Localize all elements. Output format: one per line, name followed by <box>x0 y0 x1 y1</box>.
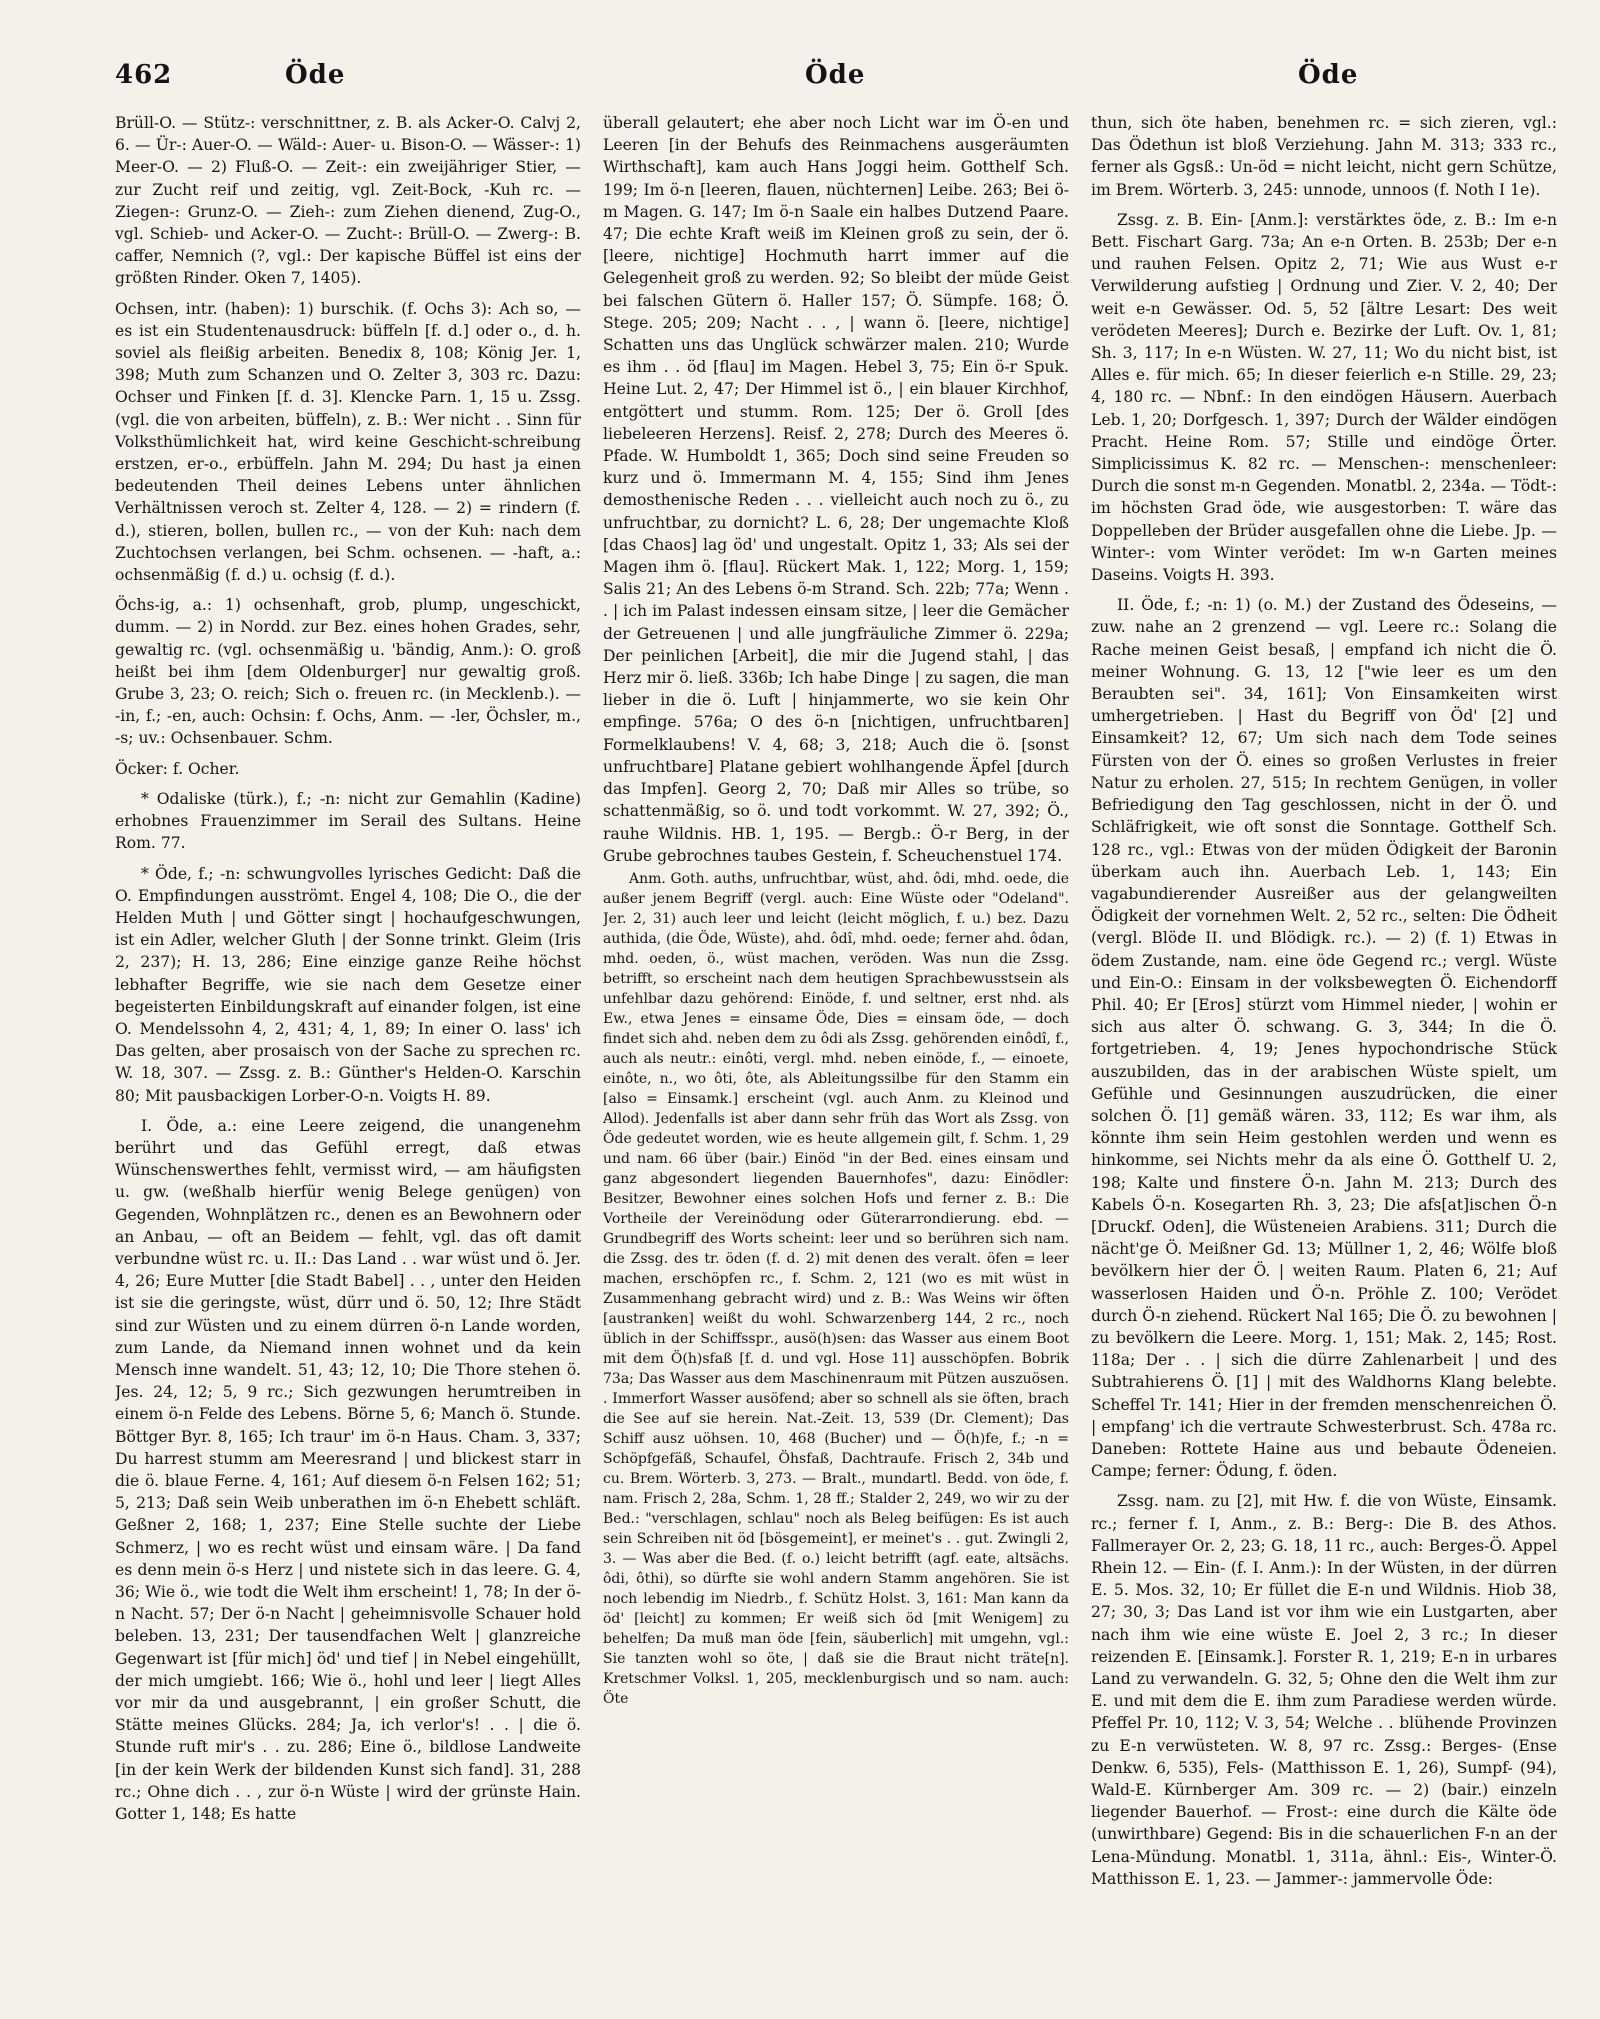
annotation-paragraph: Anm. Goth. auths, unfruchtbar, wüst, ahd. ôdi, mhd. oede, die außer jenem Begriff (vergl. auch: Eine Wüste oder "Odeland". Jer. 2, 31) auch leer und leicht (leicht möglich, f. u.) bez. Dazu authida, (die Öde, Wüste), ahd. ôdî, mhd. oede; ferner ahd. ôdan, mhd. oeden, ö., wüst machen, veröden. Was nun die Zssg. betrifft, so erscheint nach dem heutigen Sprachbewusstsein als unfehlbar dazu gehörend: Einöde, f. und seltner, erst nhd. als Ew., etwa Jenes = einsame Öde, Dies = einsam öde, — doch findet sich ahd. neben dem zu ôdi als Zssg. gehörenden einôdî, f., auch als neutr.: einôti, vergl. mhd. neben einöde, f., — einoete, einôte, n., wo ôti, ôte, als Ableitungssilbe für den Stamm ein [also = Einsamk.] erscheint (vgl. auch Anm. zu Kleinod und Allod). Jedenfalls ist aber dann sehr früh das Wort als Zssg. von Öde gedeutet worden, wie es heute allgemein gilt, f. Schm. 1, 29 und nam. 66 über (bair.) Einöd "in der Bed. eines einsam und ganz abgesondert liegenden Bauernhofes", dazu: Einödler: Besitzer, Bewohner eines solchen Hofs und ferner z. B.: Die Vortheile der Vereinödung oder Güterarrondierung. ebd. — Grundbegriff des Worts scheint: leer und so berühren sich nam. die Zssg. des tr. öden (f. d. 2) mit denen des veralt. öfen = leer machen, erschöpfen rc., f. Schm. 2, 121 (wo es mit wüst in Zusammenhang gebracht wird) und z. B.: Was Weins wir öften [austranken] weißt du wohl. Schwarzenberg 144, 2 rc., noch üblich in der Schiffsspr., ausö(h)sen: das Wasser aus einem Boot mit dem Ö(h)sfaß [f. d. und vgl. Hose 11] ausschöpfen. Bobrik 73a; Das Wasser aus dem Maschinenraum mit Pützen auszuösen. . Immerfort Wasser ausöfend; aber so schnell als sie öften, brach die See auf sie herein. Nat.-Zeit. 13, 539 (Dr. Clement); Das Schiff ausz uöhsen. 10, 468 (Bucher) und — Ö(h)fe, f.; -n = Schöpfgefäß, Schaufel, Öhsfaß, Dachtraufe. Frisch 2, 34b und cu. Brem. Wörterb. 3, 273. — Bralt., mundartl. Bedd. von öde, f. nam. Frisch 2, 28a, Schm. 1, 28 ff.; Stalder 2, 249, wo wir zu der Bed.: "verschlagen, schlau" noch als Beleg beifügen: Es ist auch sein Schreiben nit öd [bösgemeint], er meinet's . . gut. Zwingli 2, 3. — Was aber die Bed. (f. o.) leicht betrifft (agf. eate, altsächs. ôdi, ôthi), so dürfte sie wohl andern Stamm angehören. Sie ist noch lebendig im Niedrb., f. Schütz Holst. 3, 161: Man kann da öd' [leicht] zu kommen; Er weiß sich öd [mit Wenigem] zu behelfen; Da muß man öde [fein, säuberlich] mit umgehn, vgl.: Sie tanzten wohl so öte, | daß sie die Braut nicht träte[n]. Kretschmer Volksl. 1, 205, mecklenburgisch und so nam. auch: Öte <box>603 870 1069 1707</box>
column-right <box>1091 112 1557 1992</box>
entry-paragraph: * Öde, f.; -n: schwungvolles lyrisches Gedicht: Daß die O. Empfindungen ausströmt. Engel 4, 108; Die O., die der Helden Muth | und Götter singt | hochaufgeschwungen, ist ein Adler, welcher Gluth | der Sonne trinkt. Gleim (Iris 2, 237); H. 13, 286; Eine einzige ganze Reihe höchst lebhafter Begriffe, wie sie nach dem Gesetze einer begeisterten Einbildungskraft auf einander folgen, ist eine O. Mendelssohn 4, 2, 431; 4, 1, 89; In einer O. lass' ich Das gelten, aber prosaisch von der Sache zu sprechen rc. W. 18, 307. — Zssg. z. B.: Günther's Helden-O. Karschin 80; Mit pausbackigen Lorber-O-n. Voigts H. 89. <box>115 864 581 1105</box>
entry-paragraph: Zssg. nam. zu [2], mit Hw. f. die von Wüste, Einsamk. rc.; ferner f. I, Anm., z. B.: Berg-: Die B. des Athos. Fallmerayer Or. 2, 23; G. 18, 11 rc., auch: Berges-Ö. Appel Rhein 12. — Ein- (f. I. Anm.): In der Wüsten, in der dürren E. 5. Mos. 32, 10; Er füllet die E-n und Wildnis. Hiob 38, 27; 30, 3; Das Land ist vor ihm wie ein Lustgarten, aber nach ihm wie eine wüste E. Joel 2, 3 rc.; In dieser reizenden E. [Einsamk.]. Forster R. 1, 219; E-n in urbares Land zu verwandeln. G. 32, 5; Ohne den die Welt ihm zur E. und mit dem die E. ihm zum Paradiese werden würde. Pfeffel Pr. 10, 112; V. 3, 54; Welche . . blühende Provinzen zu E-n verwüsteten. W. 8, 97 rc. Zssg.: Berges- (Ense Denkw. 6, 535), Fels- (Matthisson E. 1, 26), Sumpf- (94), Wald-E. Kürnberger Am. 309 rc. — 2) (bair.) einzeln liegender Bauerhof. — Frost-: eine durch die Kälte öde (unwirthbare) Gegend: Bis in die schauerlichen F-n an der Lena-Mündung. Monatbl. 1, 311a, ähnl.: Eis-, Winter-Ö. Matthisson E. 1, 23. — Jammer-: jammervolle Öde: <box>1091 1492 1557 1888</box>
entry-paragraph: Ochsen, intr. (haben): 1) burschik. (f. Ochs 3): Ach so, — es ist ein Studentenausdruck: büffeln [f. d.] oder o., d. h. soviel als fleißig arbeiten. Benedix 8, 108; König Jer. 1, 398; Muth zum Schanzen und O. Zelter 3, 303 rc. Dazu: Ochser und Finken [f. d. 3]. Klencke Parn. 1, 15 u. Zssg. (vgl. die von arbeiten, büffeln), z. B.: Wer nicht . . Sinn für Volksthümlichkeit hat, wird keine Geschicht-schreibung erstzen, er-o., erbüffeln. Jahn M. 294; Du hast ja einen bedeutenden Theil deines Lebens unter ähnlichen Verhältnissen veroch st. Zelter 4, 128. — 2) = rindern (f. d.), stieren, bollen, bullen rc., — von der Kuh: nach dem Zuchtochsen verlangen, bei Schm. ochsenen. — -haft, a.: ochsenmäßig (f. d.) u. ochsig (f. d.). <box>115 299 581 585</box>
entry-paragraph: Brüll-O. — Stütz-: verschnittner, z. B. als Acker-O. Calvj 2, 6. — Ür-: Auer-O. — Wäld-: Auer- u. Bison-O. — Wässer-: 1) Meer-O. — 2) Fluß-O. — Zeit-: ein zweijähriger Stier, — zur Zucht reif und zeitig, vgl. Zeit-Bock, -Kuh rc. — Ziegen-: Grunz-O. — Zieh-: zum Ziehen dienend, Zug-O., vgl. Schieb- und Acker-O. — Zucht-: Brüll-O. — Zwerg-: B. caffer, Nemnich (?, vgl.: Der kapische Büffel ist eins der größten Rinder. Oken 7, 1405). <box>115 114 581 288</box>
page-number: 462 <box>115 60 173 90</box>
column-middle <box>603 112 1069 1992</box>
column-left <box>115 112 581 1992</box>
running-head-center: Öde <box>805 60 866 90</box>
running-head-right: Öde <box>1298 60 1359 90</box>
running-head-left: Öde <box>285 60 346 90</box>
entry-paragraph: Öchs-ig, a.: 1) ochsenhaft, grob, plump, ungeschickt, dumm. — 2) in Nordd. zur Bez. eines hohen Grades, sehr, gewaltig rc. (vgl. ochsenmäßig u. 'bändig, Anm.): O. groß heißt bei ihm [dem Oldenburger] nur gewaltig groß. Grube 3, 23; O. reich; Sich o. freuen rc. (in Mecklenb.). — -in, f.; -en, auch: Ochsin: f. Ochs, Anm. — -ler, Öchsler, m., -s; uv.: Ochsenbauer. Schm. <box>115 596 581 748</box>
entry-paragraph: I. Öde, a.: eine Leere zeigend, die unangenehm berührt und das Gefühl erregt, daß etwas Wünschenswerthes fehlt, vermisst wird, — am häufigsten u. gw. (weßhalb hierfür wenig Belege genügen) von Gegenden, Wohnplätzen rc., denen es an Bewohnern oder an Anbau, — oft an Beidem — fehlt, vgl. das oft damit verbundne wüst rc. u. II.: Das Land . . war wüst und ö. Jer. 4, 26; Eure Mutter [die Stadt Babel] . . , unter den Heiden ist sie die geringste, wüst, dürr und ö. 50, 12; Ihre Städt sind zur Wüsten und zu einem dürren ö-n Lande worden, zum Lande, da Niemand innen wohnet und da kein Mensch inne wandelt. 51, 43; 12, 10; Die Thore stehen ö. Jes. 24, 12; 5, 9 rc.; Sich gezwungen herumtreiben in einem ö-n Felde des Lebens. Börne 5, 6; Manch ö. Stunde. Böttger Byr. 8, 165; Ich traur' im ö-n Haus. Cham. 3, 337; Du harrest stumm am Meeresrand | und blickest starr in die ö. blaue Ferne. 4, 161; Auf diesem ö-n Felsen 162; 51; 5, 213; Daß sein Weib unberathen im ö-n Ehebett schläft. Geßner 2, 168; 1, 237; Eine Stelle suchte der Liebe Schmerz, | wo es recht wüst und einsam wäre. | Da fand es denn mein ö-s Herz | und nistete sich in das leere. G. 4, 36; Wie ö., wie todt die Welt ihm erscheint! 1, 78; In der ö-n Nacht. 57; Der ö-n Nacht | geheimnisvolle Schauer hold beleben. 13, 231; Der tausendfachen Welt | glanzreiche Gegenwart ist [für mich] öd' und tief | in Nebel eingehüllt, der mich umgiebt. 166; Wie ö., hohl und leer | liegt Alles vor mir da und ausgebrannt, | ein großer Schutt, die Stätte meines Glücks. 284; Ja, ich verlor's! . . | die ö. Stunde ruft mir's . . zu. 286; Eine ö., bildlose Landweite [in der kein Werk der bildenden Kunst sich fand]. 31, 288 rc.; Ohne dich . . , zur ö-n Wüste | wird der grünste Hain. Gotter 1, 148; Es hatte <box>115 1116 581 1824</box>
entry-paragraph: * Odaliske (türk.), f.; -n: nicht zur Gemahlin (Kadine) erhobnes Frauenzimmer im Serail des Sultans. Heine Rom. 77. <box>115 789 581 853</box>
entry-paragraph: Zssg. z. B. Ein- [Anm.]: verstärktes öde, z. B.: Im e-n Bett. Fischart Garg. 73a; An e-n Orten. B. 253b; Der e-n und rauhen Felsen. Opitz 2, 71; Wie aus Wust e-r Verwilderung aufstieg | Ordnung und Zier. V. 2, 40; Der weit e-n Gewässer. Od. 5, 52 [ältre Lesart: Des weit verödeten Meeres]; Durch e. Bezirke der Luft. Ov. 1, 81; Sh. 3, 117; In e-n Wüsten. W. 27, 11; Wo du nicht bist, ist Alles e. für mich. 65; In dieser feierlich e-n Stille. 29, 23; 4, 180 rc. — Nbnf.: In den eindögen Häusern. Auerbach Leb. 1, 20; Dorfgesch. 1, 397; Durch der Wälder eindögen Pracht. Heine Rom. 57; Stille und eindöge Örter. Simplicissimus K. 82 rc. — Menschen-: menschenleer: Durch die sonst m-n Gegenden. Monatbl. 2, 234a. — Tödt-: im höchsten Grad öde, wie ausgestorben: T. wäre das Doppelleben der Brüder ausgefallen ohne die Liebe. Jp. — Winter-: vom Winter verödet: Im w-n Garten meines Daseins. Voigts H. 393. <box>1091 210 1557 585</box>
entry-paragraph: II. Öde, f.; -n: 1) (o. M.) der Zustand des Ödeseins, — zuw. nahe an 2 grenzend — vgl. Leere rc.: Solang die Rache meinen Geist besaß, | empfand ich nicht die Ö. meiner Wohnung. G. 13, 12 ["wie leer es um den Beraubten sei". 34, 161]; Von Einsamkeiten wirst umhergetrieben. | Hast du Begriff von Öd' [2] und Einsamkeit? 12, 67; Um sich nach dem Tode seines Fürsten von der Ö. eines so großen Verlustes in freier Natur zu erholen. 27, 515; In rechtem Genügen, in voller Befriedigung den Tag geschlossen, nicht in der Ö. und Schläfrigkeit, wie oft sonst die Sonntage. Gotthelf Sch. 128 rc., vgl.: Etwas von der müden Ödigkeit der Baronin überkam auch ihn. Auerbach Leb. 1, 143; Ein vagabundierender Ausreißer aus der gelangweilten Ödigkeit der vornehmen Welt. 2, 52 rc., selten: Die Ödheit (vergl. Blöde II. und Blödigk. rc.). — 2) (f. 1) Etwas in ödem Zustande, nam. eine öde Gegend rc.; vergl. Wüste und Ein-O.: Einsam in der volksbewegten Ö. Eichendorff Phil. 40; Er [Eros] stürzt vom Himmel nieder, | wohin er sich aus alter Ö. schwang. G. 3, 344; In die Ö. fortgetrieben. 4, 19; Jenes hypochondrische Stück auszubilden, das in der arabischen Wüste spielt, um Gefühle und Gesinnungen auszudrücken, die einer solchen Ö. [1] gemäß wären. 33, 112; Es war ihm, als könnte ihm sein Heim gestohlen werden und wenn es hinkomme, sei Nichts mehr da als eine Ö. Gotthelf U. 2, 198; Kalte und finstere Ö-n. Jahn M. 213; Durch des Kabels Ö-n. Kosegarten Rh. 3, 23; Die afs[at]ischen Ö-n [Druckf. Oden], die Wüsteneien Arabiens. 311; Durch die nächt'ge Ö. Meißner Gd. 13; Müllner 1, 2, 46; Wölfe bloß bevölkern hier der Ö. | weiten Raum. Platen 6, 21; Auf wasserlosen Haiden und Ö-n. Pröhle Z. 100; Verödet durch Ö-n ziehend. Rückert Nal 165; Die Ö. zu bewohnen | zu bevölkern die Leere. Morg. 1, 151; Mak. 2, 145; Rost. 118a; Der . . | sich die dürre Zahlenarbeit | und des Subtrahierens Ö. [1] | mit des Waldhorns Klang belebte. Scheffel Tr. 141; Hier in der fremden menschenreichen Ö. | empfang' ich die vertraute Schwesterbrust. Sch. 478a rc. Daneben: Rottete Haine aus und bebaute Ödeneien. Campe; ferner: Ödung, f. öden. <box>1091 596 1557 1481</box>
entry-paragraph: thun, sich öte haben, benehmen rc. = sich zieren, vgl.: Das Ödethun ist bloß Verziehung. Jahn M. 313; 333 rc., ferner als Ggsß.: Un-öd = nicht leicht, nicht gern Schütze, im Brem. Wörterb. 3, 245: unnode, unnoos (f. Noth I 1e). <box>1091 114 1557 199</box>
entry-paragraph: überall gelautert; ehe aber noch Licht war im Ö-en und Leeren [in der Behufs des Reinmachens ausgeräumten Wirthschaft], kam auch Hans Joggi heim. Gotthelf Sch. 199; Im ö-n [leeren, flauen, nüchternen] Leibe. 263; Bei ö-m Magen. G. 147; Im ö-n Saale ein halbes Dutzend Paare. 47; Die echte Kraft weiß im Kleinen groß zu sein, der ö. [leere, nichtige] Hochmuth harrt immer auf die Gelegenheit groß zu werden. 92; So bleibt der müde Geist bei falschen Gütern ö. Haller 157; Ö. Sümpfe. 168; Ö. Stege. 205; 209; Nacht . . , | wann ö. [leere, nichtige] Schatten uns das Unglück schwärzer malen. 210; Wurde es ihm . . öd [flau] im Magen. Hebel 3, 75; Ein ö-r Spuk. Heine Lut. 2, 47; Der Himmel ist ö., | ein blauer Kirchhof, entgöttert und stumm. Rom. 125; Der ö. Groll [des liebeleeren Herzens]. Reisf. 2, 278; Durch des Meeres ö. Pfade. W. Humboldt 1, 365; Doch sind seine Freuden so kurz und ö. Immermann M. 4, 155; Sind ihm Jenes demosthenische Reden . . . vielleicht auch noch zu ö., zu unfruchtbar, zu dornicht? L. 6, 28; Der ungemachte Kloß [das Chaos] lag öd' und ungestalt. Opitz 1, 33; Als sei der Magen ihm ö. [flau]. Rückert Mak. 1, 122; Morg. 1, 159; Salis 21; An des Lebens ö-m Strand. Sch. 22b; 77a; Wenn . . | ich im Palast indessen einsam sitze, | leer die Gemächer der Getreuenen | und alle jungfräuliche Zimmer ö. 229a; Der peinlichen [Arbeit], die mir die Jugend stahl, | das Herz mir ö. ließ. 336b; Ich habe Dinge | zu sagen, die man lieber in die ö. Luft | hinjammerte, wo sie kein Ohr empfinge. 576a; O des ö-n [nichtigen, unfruchtbaren] Formelklaubens! V. 4, 68; 3, 218; Auch die ö. [sonst unfruchtbare] Platane gebiert wohlhangende Äpfel [durch das Impfen]. Georg 2, 70; Daß mir Alles so trübe, so schattenmäßig, so ö. und todt vorkommt. W. 27, 392; Ö., rauhe Wildnis. HB. 1, 195. — Bergb.: Ö-r Berg, in der Grube gebrochnes taubes Gestein, f. Scheuchenstuel 174. <box>603 114 1069 865</box>
entry-paragraph: Öcker: f. Ocher. <box>115 759 240 778</box>
